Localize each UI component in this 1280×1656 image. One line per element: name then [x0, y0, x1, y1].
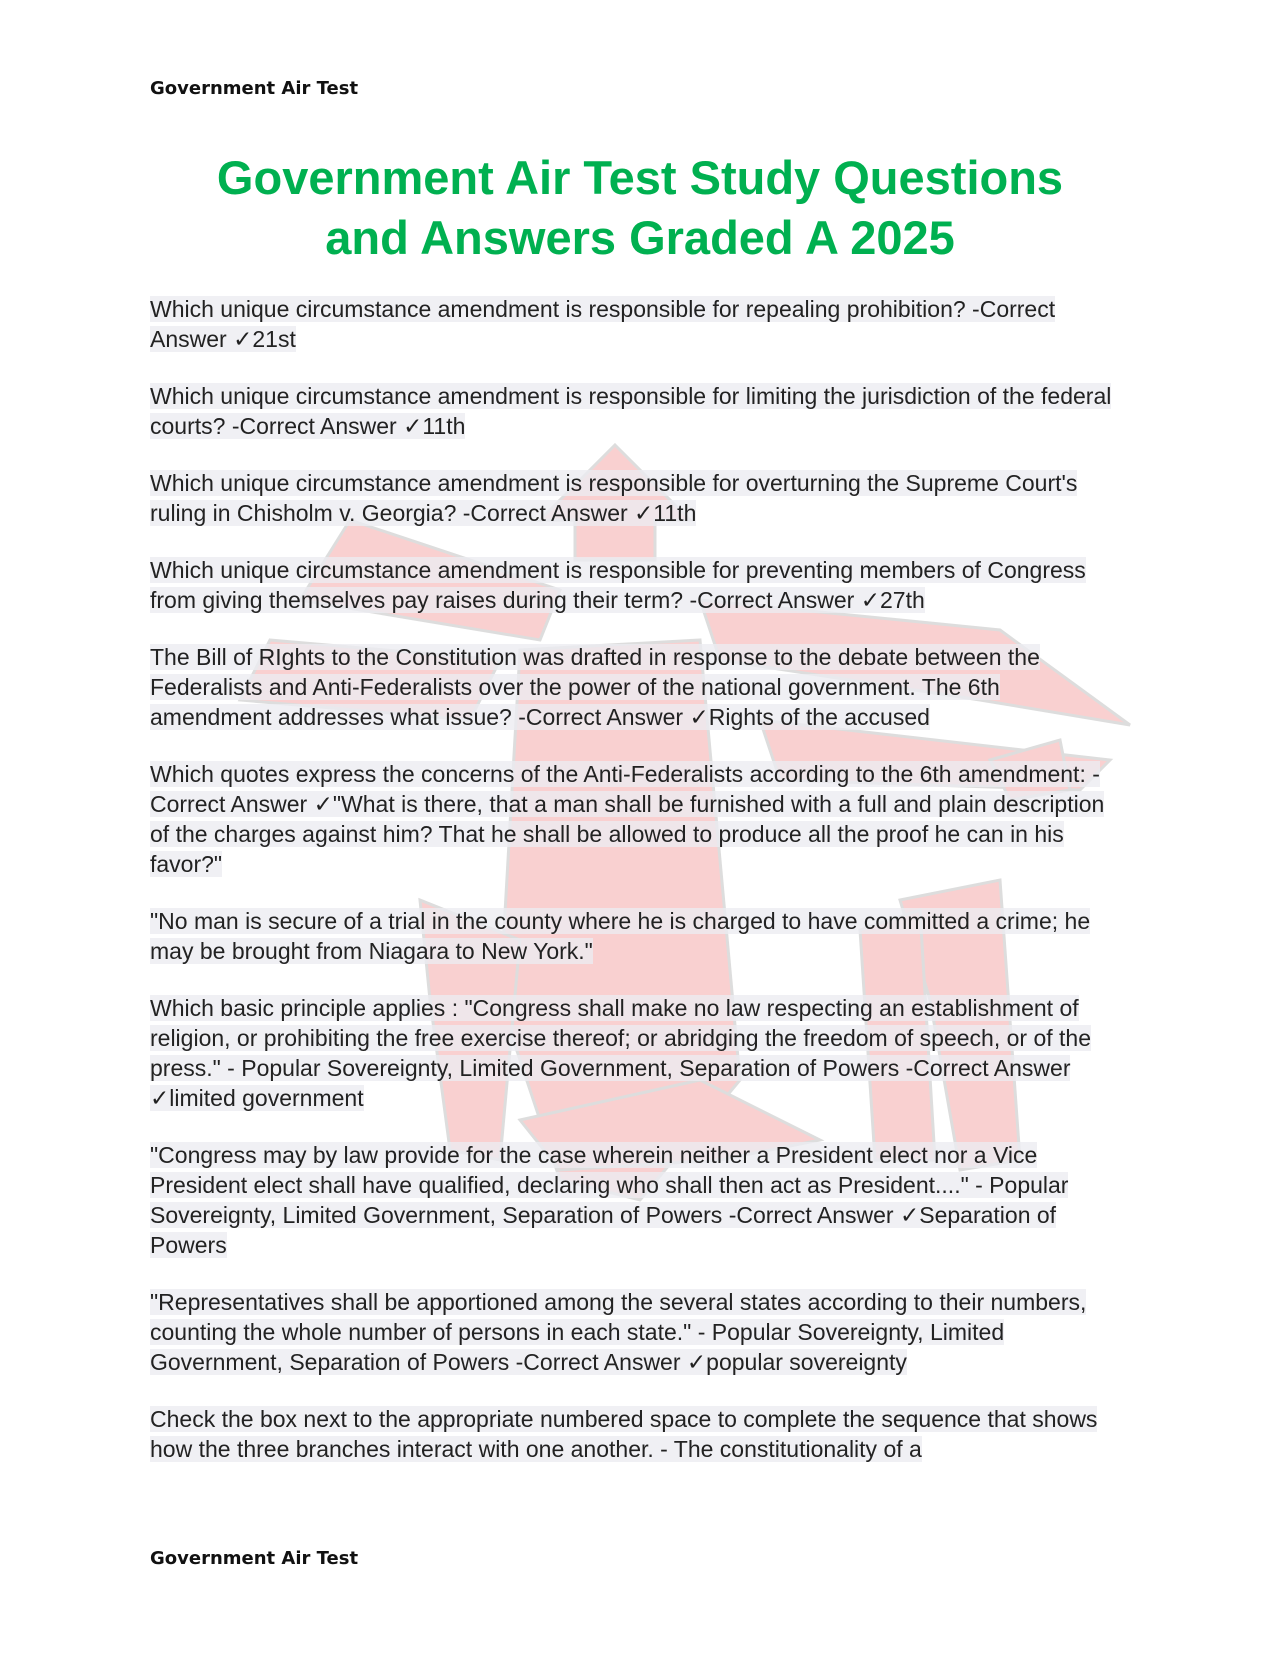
qa-item-7: "No man is secure of a trial in the county where he is charged to have committed a crime; he may be brought from Niagara to New York."	[150, 908, 1091, 964]
page-header: Government Air Test	[150, 78, 359, 99]
qa-item-6: Which quotes express the concerns of the Anti-Federalists according to the 6th amendment: -Correct Answer ✓"What is there, that a man shall be furnished with a full and plain description of the charges against him? That he shall be allowed to produce all the proof he can in his favor?"	[150, 761, 1105, 877]
qa-item-4: Which unique circumstance amendment is responsible for preventing members of Congress from giving themselves pay raises during their term? -Correct Answer ✓27th	[150, 557, 1086, 613]
qa-list	[150, 294, 1126, 1491]
qa-item-11: Check the box next to the appropriate numbered space to complete the sequence that shows how the three branches interact with one another. - The constitutionality of a	[150, 1406, 1098, 1462]
qa-item-9: "Congress may by law provide for the case wherein neither a President elect nor a Vice President elect shall have qualified, declaring who shall then act as President...." - Popular Sovereignty, Limited Government, Separation of Powers -Correct Answer ✓Separation of Powers	[150, 1142, 1069, 1258]
qa-item-3: Which unique circumstance amendment is responsible for overturning the Supreme Court's ruling in Chisholm v. Georgia? -Correct Answer ✓11th	[150, 470, 1078, 526]
qa-item-8: Which basic principle applies : "Congress shall make no law respecting an establishment of religion, or prohibiting the free exercise thereof; or abridging the freedom of speech, or of the press." - Popular Sovereignty, Limited Government, Separation of Powers -Correct Answer ✓limited government	[150, 995, 1091, 1111]
title-line-1: Government Air Test Study Questions	[216, 151, 1064, 204]
qa-item-10: "Representatives shall be apportioned among the several states according to their numbers, counting the whole number of persons in each state." - Popular Sovereignty, Limited Government, Separation of Powers -Correct Answer ✓popular sovereignty	[150, 1289, 1087, 1375]
qa-item-1: Which unique circumstance amendment is responsible for repealing prohibition? -Correct Answer ✓21st	[150, 296, 1056, 352]
page-footer: Government Air Test	[150, 1548, 359, 1569]
qa-item-2: Which unique circumstance amendment is responsible for limiting the jurisdiction of the federal courts? -Correct Answer ✓11th	[150, 383, 1112, 439]
title-line-2: and Answers Graded A 2025	[325, 211, 955, 264]
page-title	[140, 148, 1140, 268]
qa-item-5: The Bill of RIghts to the Constitution was drafted in response to the debate between the Federalists and Anti-Federalists over the power of the national government. The 6th amendment addresses what issue? -Correct Answer ✓Rights of the accused	[150, 644, 1040, 730]
